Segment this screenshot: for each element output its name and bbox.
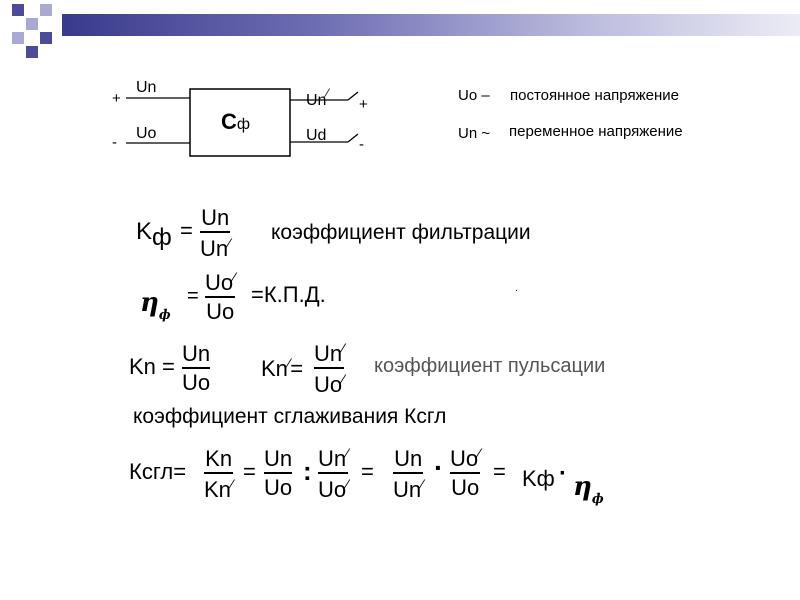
input-plus: + <box>112 90 121 107</box>
kp2-fraction <box>314 341 344 396</box>
smoothing-title: коэффициент сглаживания Ксгл <box>133 405 447 428</box>
ksgl-equals-3: = <box>493 459 506 484</box>
fraction-bar <box>182 367 210 369</box>
input-minus: - <box>112 134 117 151</box>
ksgl-fraction-un-uo <box>264 448 292 499</box>
eta-subscript: ф <box>591 492 604 507</box>
eta-fraction <box>205 270 235 323</box>
fraction-numerator: Uo⁄ <box>205 269 236 295</box>
ksgl-kf: Kф <box>522 466 555 491</box>
fraction-numerator: Un <box>182 341 211 366</box>
fraction-bar <box>393 472 423 474</box>
fraction-denominator: Kn⁄ <box>204 476 234 502</box>
block-subscript: ф <box>236 116 251 133</box>
eta-letter: η <box>140 288 159 318</box>
eta-symbol <box>140 288 171 323</box>
kf-letter: K <box>136 218 153 245</box>
output-top-label <box>306 87 328 109</box>
kf-subscript: ф <box>152 224 172 251</box>
fraction-denominator: Uo <box>264 475 293 500</box>
eta-letter: η <box>573 472 592 502</box>
ksgl-fraction-kn <box>204 448 233 501</box>
kp-lhs: Kn = <box>129 354 175 379</box>
prime-mark: ⁄ <box>346 445 349 461</box>
legend-un-symbol: Un ~ <box>458 125 491 142</box>
ksgl-dot-2: · <box>559 460 567 487</box>
input-top-label: Un <box>136 79 157 96</box>
kp-description: коэффициент пульсации <box>374 355 606 377</box>
ksgl-fraction-un-uo-prime <box>318 446 348 501</box>
ksgl-dot-1: · <box>434 452 444 483</box>
legend-uo-symbol: Uo – <box>458 87 490 104</box>
fraction-bar <box>264 472 292 474</box>
fraction-bar <box>205 296 235 298</box>
kf-equals: = <box>180 218 193 243</box>
fraction-denominator: Uo⁄ <box>318 476 349 502</box>
prime-mark: ⁄ <box>421 476 424 492</box>
fraction-bar <box>318 472 348 474</box>
ksgl-eta <box>573 472 604 507</box>
fraction-numerator: Un⁄ <box>314 340 345 366</box>
prime-mark: ⁄ <box>233 269 236 285</box>
kf-fraction <box>200 207 230 260</box>
fraction-denominator: Un⁄ <box>200 235 231 261</box>
output-minus: - <box>359 136 364 153</box>
output-terminal-top <box>348 92 358 100</box>
kp-fraction <box>182 343 210 394</box>
output-plus: + <box>359 96 368 113</box>
eta-description: =К.П.Д. <box>251 282 326 307</box>
prime-mark: ⁄ <box>230 476 234 492</box>
fraction-numerator: Un⁄ <box>318 445 349 471</box>
ksgl-lhs: Ксгл= <box>129 459 187 484</box>
kp2-equals: = <box>290 356 304 381</box>
fraction-bar <box>450 472 480 474</box>
legend-uo-text: постоянное напряжение <box>510 87 679 104</box>
output-top-symbol: Un <box>306 92 327 109</box>
ksgl-equals-1: = <box>243 459 256 484</box>
fraction-numerator: Kn <box>205 446 233 471</box>
fraction-bar <box>314 367 344 369</box>
prime-mark: ⁄ <box>478 445 481 461</box>
kf-description: коэффициент фильтрации <box>271 221 531 244</box>
eta-equals: = <box>187 285 199 307</box>
fraction-numerator: Uo⁄ <box>450 445 481 471</box>
fraction-numerator: Un <box>201 205 230 230</box>
ksgl-fraction-uo-uo <box>450 446 480 499</box>
fraction-denominator: Uo <box>182 370 211 395</box>
prime-mark: ⁄ <box>326 86 329 100</box>
ksgl-colon: : <box>303 456 312 486</box>
kf-symbol <box>136 218 172 251</box>
ksgl-equals-2: = <box>361 459 374 484</box>
output-terminal-bottom <box>348 134 358 142</box>
fraction-denominator: Un⁄ <box>393 476 424 502</box>
legend-un-text: переменное напряжение <box>509 123 683 140</box>
fraction-bar <box>200 231 230 233</box>
fraction-denominator: Uo⁄ <box>314 371 345 397</box>
fraction-numerator: Un <box>394 446 423 471</box>
fraction-denominator: Uo <box>451 475 480 500</box>
eta-subscript: ф <box>158 308 171 323</box>
output-bottom-label: Ud <box>306 127 327 144</box>
kp2-lhs: Kn⁄= <box>261 355 304 381</box>
fraction-denominator: Uo <box>206 299 235 324</box>
block-label <box>221 111 250 133</box>
prime-mark: ⁄ <box>346 476 349 492</box>
input-bottom-label: Uo <box>136 125 157 142</box>
fraction-bar <box>204 472 233 474</box>
prime-mark: ⁄ <box>342 340 345 356</box>
fraction-numerator: Un <box>264 446 293 471</box>
prime-mark: ⁄ <box>342 371 345 387</box>
prime-mark: ⁄ <box>287 355 291 371</box>
prime-mark: ⁄ <box>228 235 231 251</box>
stray-dot: . <box>515 283 518 294</box>
block-letter: C <box>221 109 237 134</box>
ksgl-fraction-un-un <box>393 448 423 501</box>
